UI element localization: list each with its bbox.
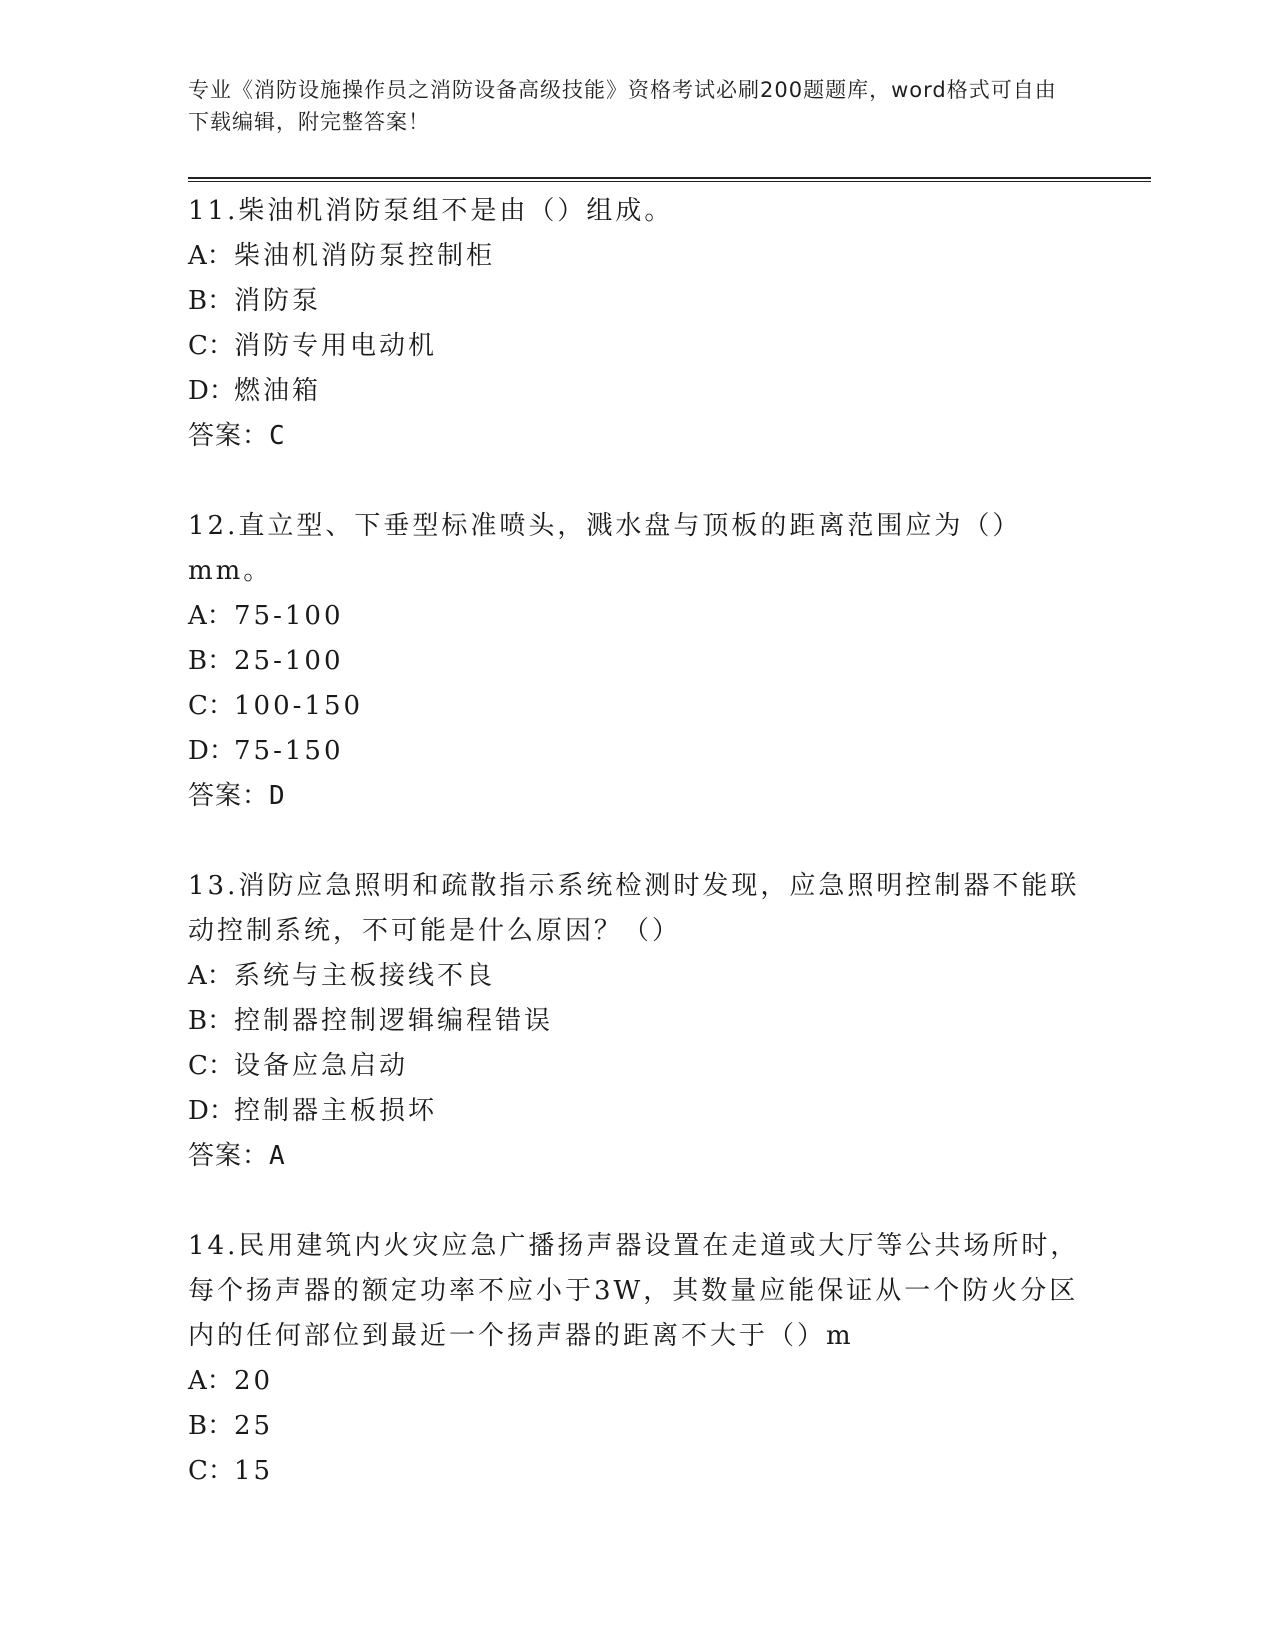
question-11	[188, 189, 1088, 459]
option-c	[188, 324, 1088, 369]
option-b	[188, 639, 1088, 684]
option-c	[188, 684, 1088, 729]
answer-label: 答案：	[188, 421, 270, 451]
answer-line	[188, 1134, 1088, 1179]
option-text: 柴油机消防泵控制柜	[234, 241, 496, 271]
option-b	[188, 1404, 1088, 1449]
option-key: C：	[188, 691, 234, 721]
question-text: 11.柴油机消防泵组不是由（）组成。	[188, 196, 674, 226]
question-text: 12.直立型、下垂型标准喷头，溅水盘与顶板的距离范围应为（）mm。	[188, 511, 1022, 586]
option-d	[188, 369, 1088, 414]
option-text: 燃油箱	[234, 376, 322, 406]
option-key: A：	[188, 241, 233, 271]
option-key: D：	[188, 376, 235, 406]
option-b	[188, 999, 1088, 1044]
option-text: 系统与主板接线不良	[234, 961, 496, 991]
option-key: D：	[188, 736, 235, 766]
option-key: B：	[188, 646, 234, 676]
option-key: C：	[188, 331, 234, 361]
question-list	[188, 189, 1088, 1539]
option-d	[188, 1089, 1088, 1134]
option-text: 15	[234, 1456, 274, 1486]
answer-label: 答案：	[188, 1141, 270, 1171]
answer-line	[188, 414, 1088, 459]
option-text: 消防泵	[234, 286, 322, 316]
option-b	[188, 279, 1088, 324]
answer-value: D	[269, 781, 286, 811]
answer-value: C	[269, 421, 286, 451]
option-a	[188, 234, 1088, 279]
option-text: 消防专用电动机	[234, 331, 438, 361]
option-text: 25-100	[234, 646, 344, 676]
option-key: C：	[188, 1456, 234, 1486]
option-c	[188, 1044, 1088, 1089]
option-d	[188, 729, 1088, 774]
option-text: 25	[234, 1411, 274, 1441]
option-a	[188, 1359, 1088, 1404]
option-text: 控制器控制逻辑编程错误	[234, 1006, 554, 1036]
option-text: 75-150	[234, 736, 344, 766]
option-a	[188, 954, 1088, 999]
option-a	[188, 594, 1088, 639]
option-key: B：	[188, 286, 234, 316]
option-c	[188, 1449, 1088, 1494]
question-13	[188, 864, 1088, 1179]
option-key: C：	[188, 1051, 234, 1081]
question-12	[188, 504, 1088, 819]
option-key: A：	[188, 601, 233, 631]
option-key: A：	[188, 1366, 233, 1396]
question-text: 14.民用建筑内火灾应急广播扬声器设置在走道或大厅等公共场所时，每个扬声器的额定功率不应小于3W，其数量应能保证从一个防火分区内的任何部位到最近一个扬声器的距离不大于（）m	[188, 1231, 1080, 1351]
option-text: 设备应急启动	[234, 1051, 409, 1081]
option-key: B：	[188, 1411, 234, 1441]
document-header: 专业《消防设施操作员之消防设备高级技能》资格考试必刷200题题库，word格式可自由下载编辑，附完整答案！	[188, 78, 1057, 134]
answer-line	[188, 774, 1088, 819]
option-key: D：	[188, 1096, 235, 1126]
option-key: A：	[188, 961, 233, 991]
question-14	[188, 1224, 1088, 1494]
header-divider	[188, 177, 1151, 182]
answer-label: 答案：	[188, 781, 270, 811]
question-text: 13.消防应急照明和疏散指示系统检测时发现，应急照明控制器不能联动控制系统，不可能是什么原因？（）	[188, 871, 1080, 946]
option-text: 100-150	[234, 691, 364, 721]
option-text: 控制器主板损坏	[234, 1096, 438, 1126]
option-text: 75-100	[234, 601, 344, 631]
option-text: 20	[234, 1366, 274, 1396]
option-key: B：	[188, 1006, 234, 1036]
answer-value: A	[269, 1141, 286, 1171]
